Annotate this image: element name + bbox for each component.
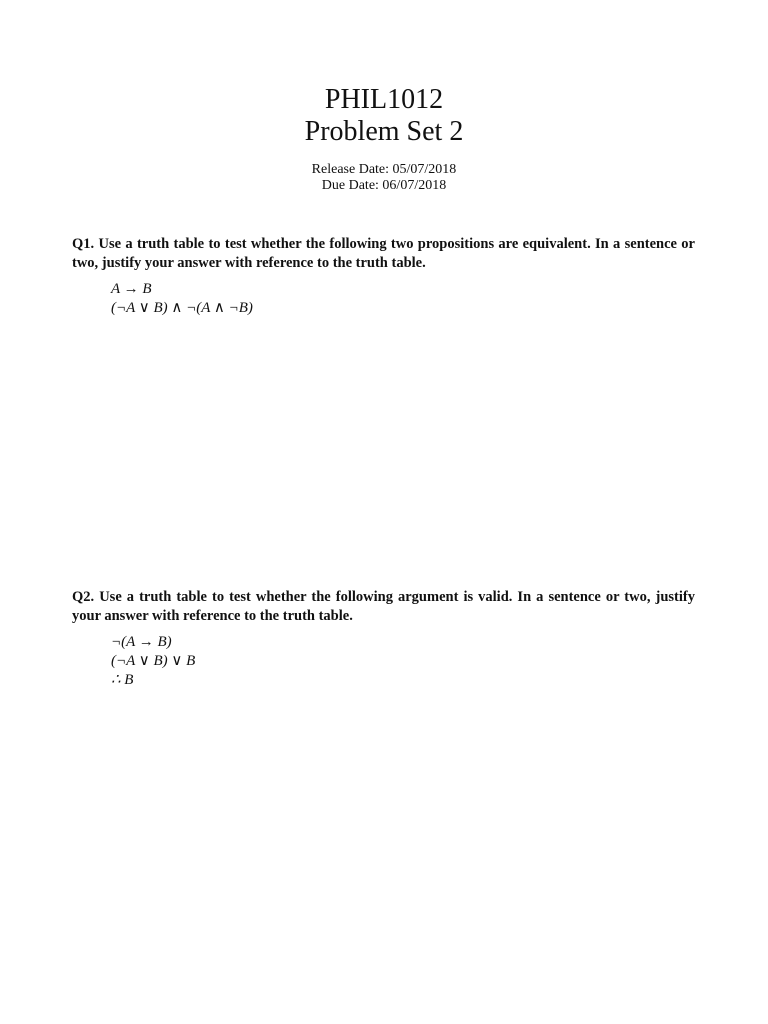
question-2-text [72, 588, 695, 626]
question-1-label: Q1. [72, 236, 95, 252]
question-1-text [72, 235, 695, 273]
course-code: PHIL1012 [324, 84, 444, 115]
premise: ¬(A → B) [111, 634, 172, 650]
dates-block [0, 162, 768, 194]
question-2 [72, 588, 695, 690]
due-date: Due Date: 06/07/2018 [321, 178, 447, 193]
question-1 [72, 235, 695, 318]
question-2-label: Q2. [72, 589, 95, 605]
premise: (¬A ∨ B) ∨ B [111, 653, 196, 669]
question-2-formulas [72, 633, 695, 690]
conclusion: ∴ B [111, 672, 134, 688]
formula: (¬A ∨ B) ∧ ¬(A ∧ ¬B) [111, 300, 253, 316]
title-block [0, 84, 768, 194]
question-2-prompt: Use a truth table to test whether the following argument is valid. In a sentence or two, justify your answer with reference to the truth table. [72, 589, 695, 624]
formula: A → B [111, 281, 152, 297]
question-1-formulas [72, 280, 695, 318]
release-date: Release Date: 05/07/2018 [311, 162, 457, 177]
page-title: Problem Set 2 [304, 116, 464, 147]
question-1-prompt: Use a truth table to test whether the following two propositions are equivalent. In a sentence or two, justify your answer with reference to the truth table. [72, 236, 695, 271]
